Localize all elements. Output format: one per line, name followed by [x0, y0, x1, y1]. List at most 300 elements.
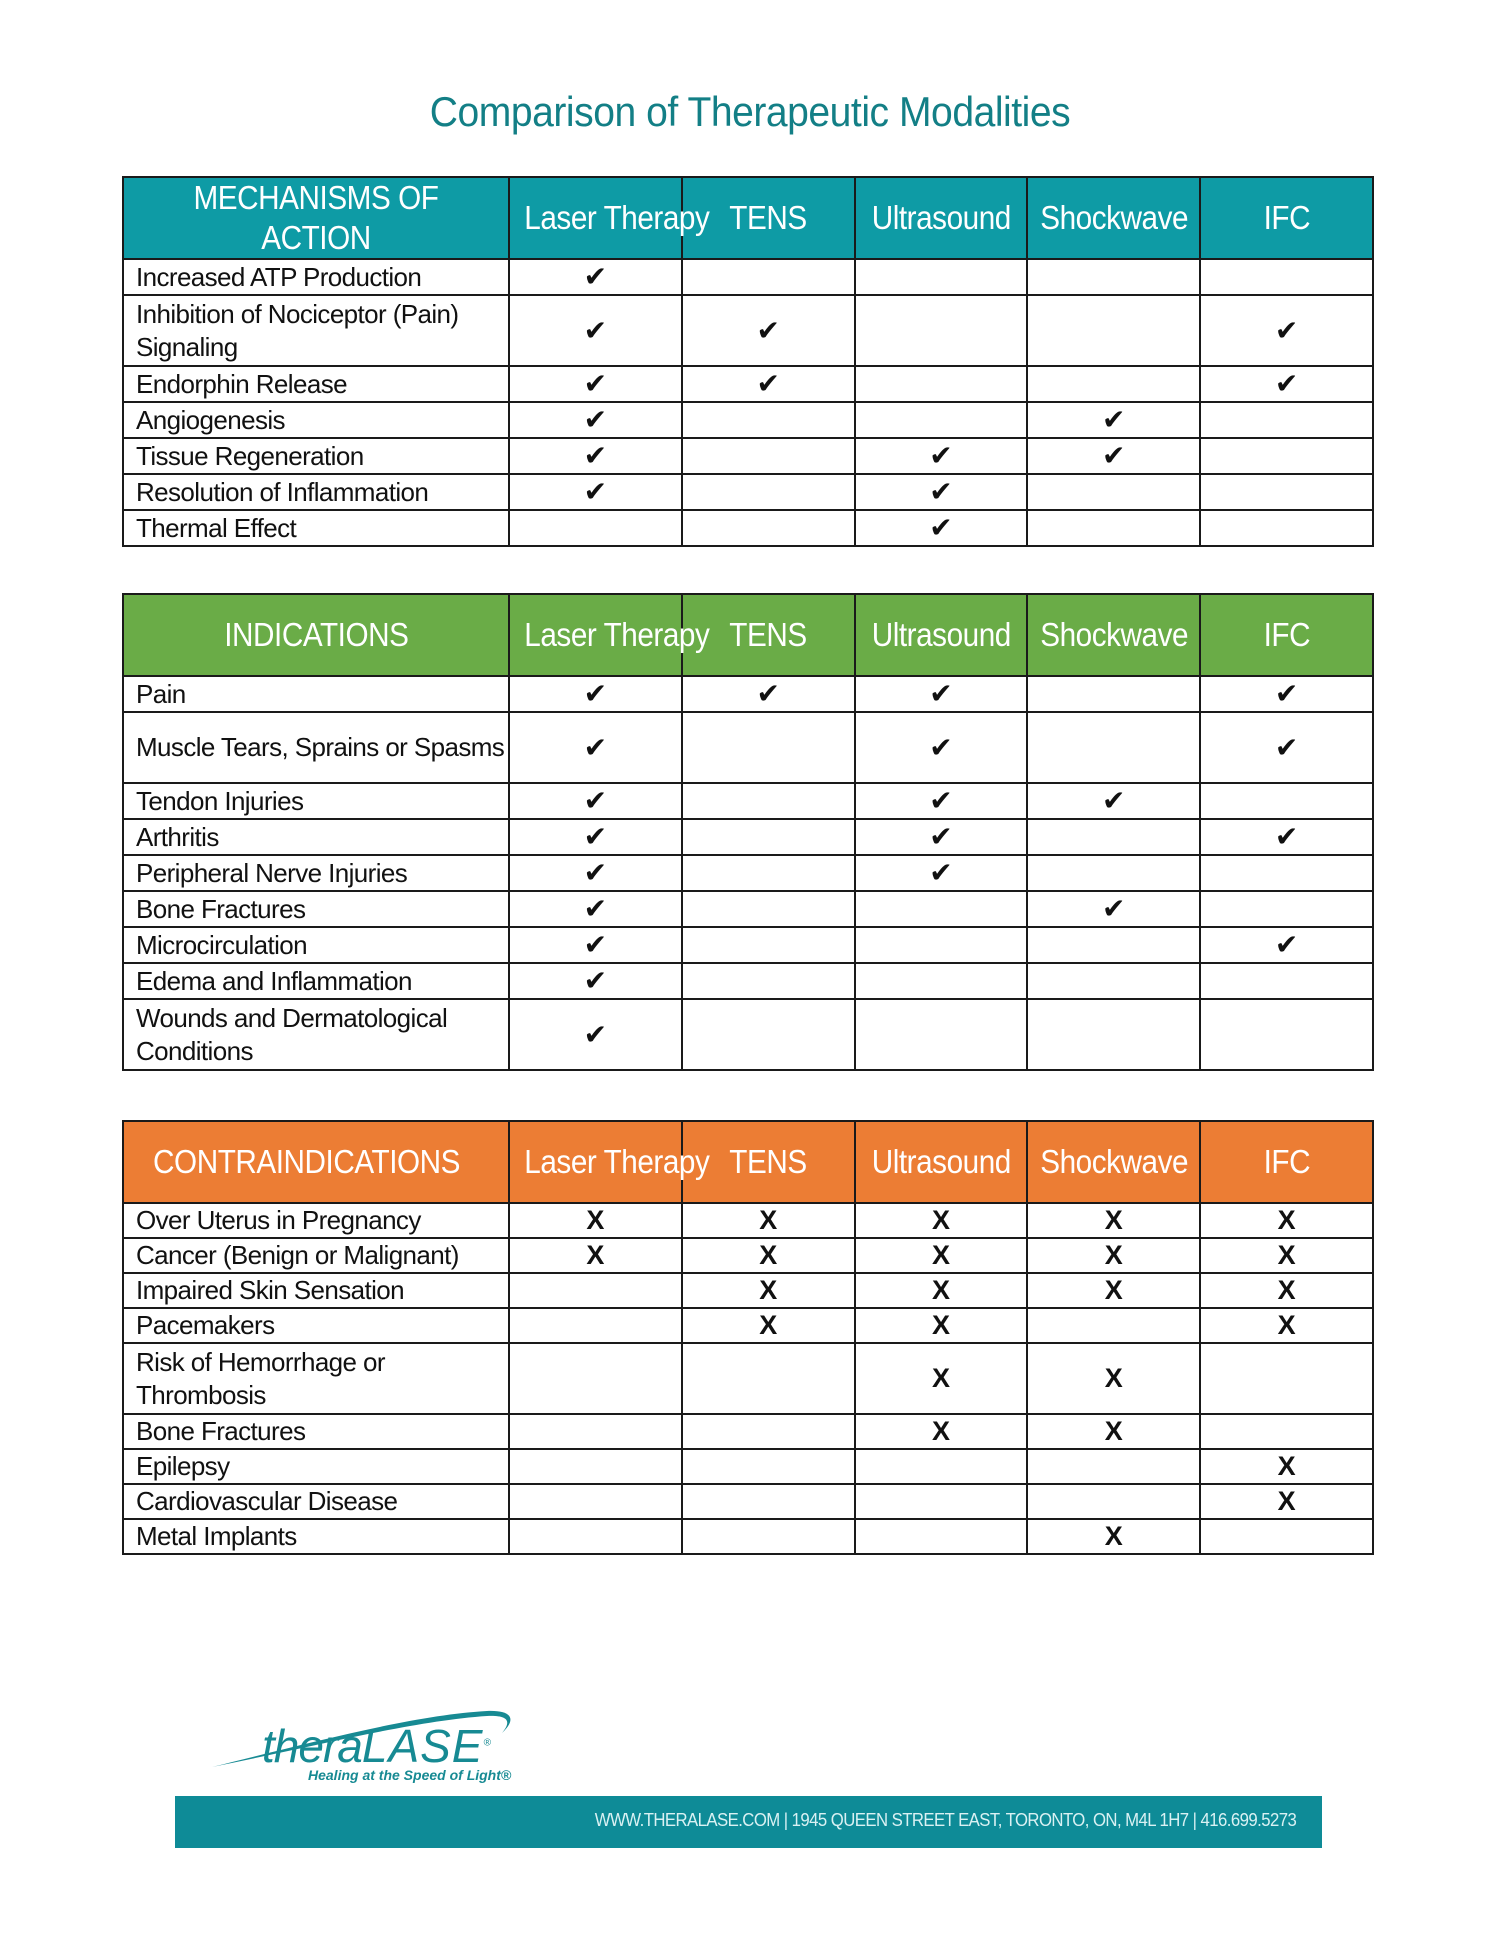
- section-heading-text: CONTRAINDICATIONS: [153, 1143, 461, 1180]
- x-mark-icon: X: [1104, 1205, 1123, 1235]
- row-label: [123, 474, 509, 510]
- row-label: [123, 963, 509, 999]
- row-label: [123, 783, 509, 819]
- row-label-text: Angiogenesis: [136, 404, 285, 435]
- column-header-text: Ultrasound: [871, 199, 1011, 236]
- cell-ifc: [1200, 1308, 1373, 1343]
- x-mark-icon: X: [931, 1363, 950, 1393]
- cell-ifc: [1200, 1273, 1373, 1308]
- cell-shockwave: [1027, 927, 1200, 963]
- cell-tens: [682, 438, 855, 474]
- row-label: [123, 510, 509, 546]
- checkmark-icon: ✔: [1274, 731, 1299, 763]
- x-mark-icon: X: [1104, 1521, 1123, 1551]
- checkmark-icon: ✔: [583, 893, 608, 924]
- cell-tens: [682, 819, 855, 855]
- x-mark-icon: X: [931, 1205, 950, 1235]
- checkmark-icon: ✔: [1274, 929, 1299, 960]
- cell-laser-therapy: [509, 855, 682, 891]
- cell-tens: [682, 1484, 855, 1519]
- checkmark-icon: ✔: [756, 368, 780, 399]
- checkmark-icon: ✔: [1274, 821, 1299, 852]
- cell-ultrasound: [855, 676, 1028, 712]
- row-label-text: Thermal Effect: [136, 512, 297, 543]
- cell-laser-therapy: [509, 1308, 682, 1343]
- checkmark-icon: ✔: [929, 440, 953, 471]
- cell-laser-therapy: [509, 1484, 682, 1519]
- x-mark-icon: X: [759, 1310, 778, 1340]
- row-label-text: Pain: [136, 678, 186, 709]
- column-header-text: Laser Therapy: [524, 199, 710, 236]
- row-label-text: Microcirculation: [136, 929, 308, 960]
- row-label-text: Resolution of Inflammation: [136, 476, 429, 507]
- cell-ifc: [1200, 676, 1373, 712]
- brand-wordmark-b: LASE: [361, 1720, 484, 1772]
- table-row: [123, 366, 1373, 402]
- cell-laser-therapy: [509, 999, 682, 1070]
- x-mark-icon: X: [1104, 1240, 1123, 1270]
- footer-bar: [175, 1796, 1322, 1848]
- cell-shockwave: [1027, 1519, 1200, 1554]
- column-header: [509, 177, 710, 259]
- cell-tens: [682, 1519, 855, 1554]
- cell-ultrasound: [855, 819, 1028, 855]
- cell-ifc: [1200, 510, 1373, 546]
- cell-ifc: [1200, 999, 1373, 1070]
- row-label-text: Arthritis: [136, 821, 219, 852]
- cell-tens: [682, 676, 855, 712]
- cell-laser-therapy: [509, 438, 682, 474]
- checkmark-icon: ✔: [929, 785, 953, 816]
- column-header-text: Shockwave: [1040, 1143, 1189, 1180]
- section-heading-text: MECHANISMS OF ACTION: [193, 179, 439, 256]
- table-row: [123, 712, 1373, 783]
- column-header: [855, 594, 1028, 676]
- section-heading-text: INDICATIONS: [223, 616, 409, 653]
- mechanisms-of-action-table: [122, 176, 1374, 547]
- cell-ultrasound: [855, 1449, 1028, 1484]
- table-row: [123, 402, 1373, 438]
- cell-laser-therapy: [509, 1343, 682, 1414]
- row-label: [123, 259, 509, 295]
- x-mark-icon: X: [931, 1275, 950, 1305]
- column-header-text: Ultrasound: [871, 1143, 1011, 1180]
- table-row: [123, 295, 1373, 366]
- cell-ultrasound: [855, 402, 1028, 438]
- checkmark-icon: ✔: [583, 929, 608, 960]
- x-mark-icon: X: [931, 1416, 950, 1446]
- cell-shockwave: [1027, 676, 1200, 712]
- checkmark-icon: ✔: [583, 476, 608, 507]
- table-row: [123, 1308, 1373, 1343]
- page-title: Comparison of Therapeutic Modalities: [429, 88, 1071, 135]
- column-header-text: Laser Therapy: [524, 1143, 710, 1180]
- cell-laser-therapy: [509, 963, 682, 999]
- column-header-text: Laser Therapy: [524, 616, 710, 653]
- x-mark-icon: X: [1277, 1240, 1296, 1270]
- checkmark-icon: ✔: [583, 261, 608, 292]
- x-mark-icon: X: [931, 1240, 950, 1270]
- table-header-row: [123, 594, 1373, 676]
- table-row: [123, 819, 1373, 855]
- cell-shockwave: [1027, 1273, 1200, 1308]
- cell-ifc: [1200, 712, 1373, 783]
- cell-shockwave: [1027, 1484, 1200, 1519]
- column-header: [1027, 1121, 1200, 1203]
- checkmark-icon: ✔: [583, 785, 608, 816]
- row-label-text: Inhibition of Nociceptor (Pain) Signaling: [136, 298, 459, 362]
- table-header-row: [123, 1121, 1373, 1203]
- cell-ultrasound: [855, 1273, 1028, 1308]
- cell-tens: [682, 927, 855, 963]
- cell-tens: [682, 783, 855, 819]
- column-header-text: TENS: [729, 1143, 807, 1180]
- cell-ultrasound: [855, 510, 1028, 546]
- theralase-logo: [212, 1705, 572, 1795]
- row-label-text: Epilepsy: [136, 1451, 230, 1481]
- cell-shockwave: [1027, 963, 1200, 999]
- cell-ultrasound: [855, 366, 1028, 402]
- brand-tagline: Healing at the Speed of Light®: [308, 1767, 512, 1783]
- cell-ultrasound: [855, 1308, 1028, 1343]
- column-header-text: TENS: [729, 199, 807, 236]
- x-mark-icon: X: [586, 1240, 605, 1270]
- cell-ifc: [1200, 295, 1373, 366]
- checkmark-icon: ✔: [929, 857, 953, 888]
- column-header: [509, 594, 710, 676]
- table-row: [123, 783, 1373, 819]
- checkmark-icon: ✔: [756, 314, 780, 346]
- row-label-text: Risk of Hemorrhage or Thrombosis: [136, 1346, 385, 1410]
- row-label-text: Pacemakers: [136, 1310, 275, 1340]
- row-label: [123, 1308, 509, 1343]
- column-header-text: Ultrasound: [871, 616, 1011, 653]
- cell-tens: [682, 1449, 855, 1484]
- cell-laser-therapy: [509, 1273, 682, 1308]
- table-row: [123, 1238, 1373, 1273]
- checkmark-icon: ✔: [583, 314, 608, 346]
- row-label: [123, 402, 509, 438]
- section-heading: [123, 1121, 509, 1203]
- row-label-text: Edema and Inflammation: [136, 965, 412, 996]
- checkmark-icon: ✔: [756, 678, 780, 709]
- cell-ultrasound: [855, 712, 1028, 783]
- cell-shockwave: [1027, 712, 1200, 783]
- cell-laser-therapy: [509, 402, 682, 438]
- checkmark-icon: ✔: [1102, 893, 1126, 924]
- column-header-text: IFC: [1263, 616, 1310, 653]
- cell-ifc: [1200, 1519, 1373, 1554]
- checkmark-icon: ✔: [929, 512, 953, 543]
- x-mark-icon: X: [759, 1275, 778, 1305]
- cell-tens: [682, 1308, 855, 1343]
- row-label: [123, 927, 509, 963]
- cell-laser-therapy: [509, 927, 682, 963]
- cell-tens: [682, 1273, 855, 1308]
- cell-ifc: [1200, 1484, 1373, 1519]
- cell-laser-therapy: [509, 1519, 682, 1554]
- cell-tens: [682, 1414, 855, 1449]
- cell-ultrasound: [855, 295, 1028, 366]
- cell-ifc: [1200, 1238, 1373, 1273]
- x-mark-icon: X: [759, 1205, 778, 1235]
- row-label: [123, 999, 509, 1070]
- cell-laser-therapy: [509, 712, 682, 783]
- checkmark-icon: ✔: [583, 368, 608, 399]
- row-label: [123, 1484, 509, 1519]
- x-mark-icon: X: [1277, 1275, 1296, 1305]
- cell-ultrasound: [855, 1414, 1028, 1449]
- checkmark-icon: ✔: [1274, 678, 1299, 709]
- row-label: [123, 712, 509, 783]
- table-row: [123, 1273, 1373, 1308]
- column-header: [509, 1121, 710, 1203]
- table-row: [123, 438, 1373, 474]
- table-row: [123, 999, 1373, 1070]
- cell-laser-therapy: [509, 819, 682, 855]
- cell-shockwave: [1027, 1343, 1200, 1414]
- cell-laser-therapy: [509, 1203, 682, 1238]
- row-label-text: Endorphin Release: [136, 368, 347, 399]
- x-mark-icon: X: [1277, 1486, 1296, 1516]
- cell-tens: [682, 366, 855, 402]
- cell-shockwave: [1027, 1308, 1200, 1343]
- table-row: [123, 1414, 1373, 1449]
- checkmark-icon: ✔: [1274, 368, 1299, 399]
- cell-shockwave: [1027, 474, 1200, 510]
- x-mark-icon: X: [931, 1310, 950, 1340]
- row-label-text: Tissue Regeneration: [136, 440, 364, 471]
- checkmark-icon: ✔: [583, 678, 608, 709]
- column-header: [1200, 177, 1373, 259]
- table-row: [123, 855, 1373, 891]
- cell-laser-therapy: [509, 891, 682, 927]
- cell-tens: [682, 891, 855, 927]
- table-row: [123, 676, 1373, 712]
- cell-laser-therapy: [509, 1414, 682, 1449]
- x-mark-icon: X: [586, 1205, 605, 1235]
- cell-shockwave: [1027, 438, 1200, 474]
- row-label: [123, 295, 509, 366]
- checkmark-icon: ✔: [1102, 440, 1126, 471]
- cell-ultrasound: [855, 1203, 1028, 1238]
- cell-laser-therapy: [509, 474, 682, 510]
- contraindications-table: [122, 1120, 1374, 1555]
- cell-ifc: [1200, 259, 1373, 295]
- x-mark-icon: X: [1277, 1451, 1296, 1481]
- checkmark-icon: ✔: [929, 476, 953, 507]
- table-row: [123, 927, 1373, 963]
- row-label: [123, 438, 509, 474]
- cell-ifc: [1200, 855, 1373, 891]
- cell-shockwave: [1027, 510, 1200, 546]
- column-header-text: Shockwave: [1040, 616, 1189, 653]
- checkmark-icon: ✔: [929, 821, 953, 852]
- cell-ultrasound: [855, 1519, 1028, 1554]
- column-header-text: TENS: [729, 616, 807, 653]
- checkmark-icon: ✔: [583, 1018, 608, 1050]
- cell-tens: [682, 712, 855, 783]
- cell-laser-therapy: [509, 676, 682, 712]
- brand-wordmark-a: thera: [262, 1720, 362, 1772]
- checkmark-icon: ✔: [583, 857, 608, 888]
- row-label-text: Tendon Injuries: [136, 785, 304, 816]
- cell-shockwave: [1027, 819, 1200, 855]
- checkmark-icon: ✔: [583, 731, 608, 763]
- cell-ifc: [1200, 783, 1373, 819]
- row-label: [123, 1203, 509, 1238]
- cell-ifc: [1200, 474, 1373, 510]
- cell-shockwave: [1027, 855, 1200, 891]
- cell-laser-therapy: [509, 259, 682, 295]
- cell-ifc: [1200, 438, 1373, 474]
- table-row: [123, 891, 1373, 927]
- cell-ultrasound: [855, 963, 1028, 999]
- table-row: [123, 1484, 1373, 1519]
- cell-ultrasound: [855, 891, 1028, 927]
- row-label-text: Peripheral Nerve Injuries: [136, 857, 408, 888]
- row-label: [123, 1519, 509, 1554]
- column-header-text: Shockwave: [1040, 199, 1189, 236]
- cell-ifc: [1200, 402, 1373, 438]
- column-header: [1200, 594, 1373, 676]
- row-label-text: Bone Fractures: [136, 893, 306, 924]
- column-header: [1027, 177, 1200, 259]
- indications-table: [122, 593, 1374, 1071]
- cell-tens: [682, 402, 855, 438]
- row-label: [123, 855, 509, 891]
- cell-ifc: [1200, 1449, 1373, 1484]
- row-label-text: Increased ATP Production: [136, 261, 422, 292]
- row-label-text: Muscle Tears, Sprains or Spasms: [136, 732, 505, 762]
- cell-ifc: [1200, 927, 1373, 963]
- registered-mark: ®: [483, 1737, 490, 1749]
- cell-tens: [682, 855, 855, 891]
- cell-laser-therapy: [509, 295, 682, 366]
- cell-shockwave: [1027, 891, 1200, 927]
- checkmark-icon: ✔: [1102, 404, 1126, 435]
- checkmark-icon: ✔: [583, 965, 608, 996]
- cell-shockwave: [1027, 259, 1200, 295]
- row-label: [123, 1414, 509, 1449]
- row-label-text: Over Uterus in Pregnancy: [136, 1205, 421, 1235]
- cell-shockwave: [1027, 366, 1200, 402]
- cell-ultrasound: [855, 783, 1028, 819]
- cell-shockwave: [1027, 999, 1200, 1070]
- table-row: [123, 1519, 1373, 1554]
- checkmark-icon: ✔: [929, 678, 953, 709]
- checkmark-icon: ✔: [1274, 314, 1299, 346]
- checkmark-icon: ✔: [1102, 785, 1126, 816]
- checkmark-icon: ✔: [583, 404, 608, 435]
- cell-laser-therapy: [509, 783, 682, 819]
- cell-shockwave: [1027, 1449, 1200, 1484]
- cell-tens: [682, 259, 855, 295]
- cell-laser-therapy: [509, 366, 682, 402]
- cell-shockwave: [1027, 1203, 1200, 1238]
- row-label: [123, 819, 509, 855]
- table-row: [123, 510, 1373, 546]
- table-header-row: [123, 177, 1373, 259]
- section-heading: [123, 177, 509, 259]
- cell-ifc: [1200, 963, 1373, 999]
- cell-ultrasound: [855, 259, 1028, 295]
- row-label-text: Bone Fractures: [136, 1416, 306, 1446]
- x-mark-icon: X: [1277, 1310, 1296, 1340]
- table-row: [123, 963, 1373, 999]
- cell-tens: [682, 1343, 855, 1414]
- cell-shockwave: [1027, 402, 1200, 438]
- table-row: [123, 474, 1373, 510]
- cell-ultrasound: [855, 438, 1028, 474]
- x-mark-icon: X: [1277, 1205, 1296, 1235]
- section-heading: [123, 594, 509, 676]
- cell-ultrasound: [855, 1343, 1028, 1414]
- cell-shockwave: [1027, 295, 1200, 366]
- x-mark-icon: X: [759, 1240, 778, 1270]
- column-header: [855, 177, 1028, 259]
- cell-ultrasound: [855, 474, 1028, 510]
- row-label: [123, 366, 509, 402]
- column-header: [1027, 594, 1200, 676]
- row-label: [123, 1343, 509, 1414]
- cell-tens: [682, 1238, 855, 1273]
- cell-ifc: [1200, 1343, 1373, 1414]
- row-label-text: Metal Implants: [136, 1521, 297, 1551]
- cell-tens: [682, 999, 855, 1070]
- cell-ultrasound: [855, 927, 1028, 963]
- cell-ultrasound: [855, 999, 1028, 1070]
- cell-shockwave: [1027, 1238, 1200, 1273]
- cell-tens: [682, 963, 855, 999]
- column-header-text: IFC: [1263, 199, 1310, 236]
- row-label-text: Wounds and Dermatological Conditions: [136, 1002, 448, 1066]
- table-row: [123, 259, 1373, 295]
- brand-wordmark: [262, 1719, 490, 1773]
- table-row: [123, 1203, 1373, 1238]
- table-row: [123, 1449, 1373, 1484]
- cell-ifc: [1200, 891, 1373, 927]
- cell-tens: [682, 1203, 855, 1238]
- cell-tens: [682, 295, 855, 366]
- cell-laser-therapy: [509, 510, 682, 546]
- row-label-text: Cardiovascular Disease: [136, 1486, 398, 1516]
- x-mark-icon: X: [1104, 1363, 1123, 1393]
- cell-tens: [682, 510, 855, 546]
- cell-ifc: [1200, 1414, 1373, 1449]
- cell-ifc: [1200, 819, 1373, 855]
- cell-shockwave: [1027, 1414, 1200, 1449]
- row-label-text: Impaired Skin Sensation: [136, 1275, 405, 1305]
- row-label: [123, 1238, 509, 1273]
- row-label: [123, 676, 509, 712]
- cell-tens: [682, 474, 855, 510]
- cell-ifc: [1200, 366, 1373, 402]
- cell-laser-therapy: [509, 1449, 682, 1484]
- row-label-text: Cancer (Benign or Malignant): [136, 1240, 459, 1270]
- cell-ifc: [1200, 1203, 1373, 1238]
- row-label: [123, 1449, 509, 1484]
- checkmark-icon: ✔: [929, 731, 953, 763]
- cell-ultrasound: [855, 855, 1028, 891]
- column-header-text: IFC: [1263, 1143, 1310, 1180]
- row-label: [123, 1273, 509, 1308]
- cell-laser-therapy: [509, 1238, 682, 1273]
- x-mark-icon: X: [1104, 1275, 1123, 1305]
- cell-ultrasound: [855, 1484, 1028, 1519]
- column-header: [1200, 1121, 1373, 1203]
- row-label: [123, 891, 509, 927]
